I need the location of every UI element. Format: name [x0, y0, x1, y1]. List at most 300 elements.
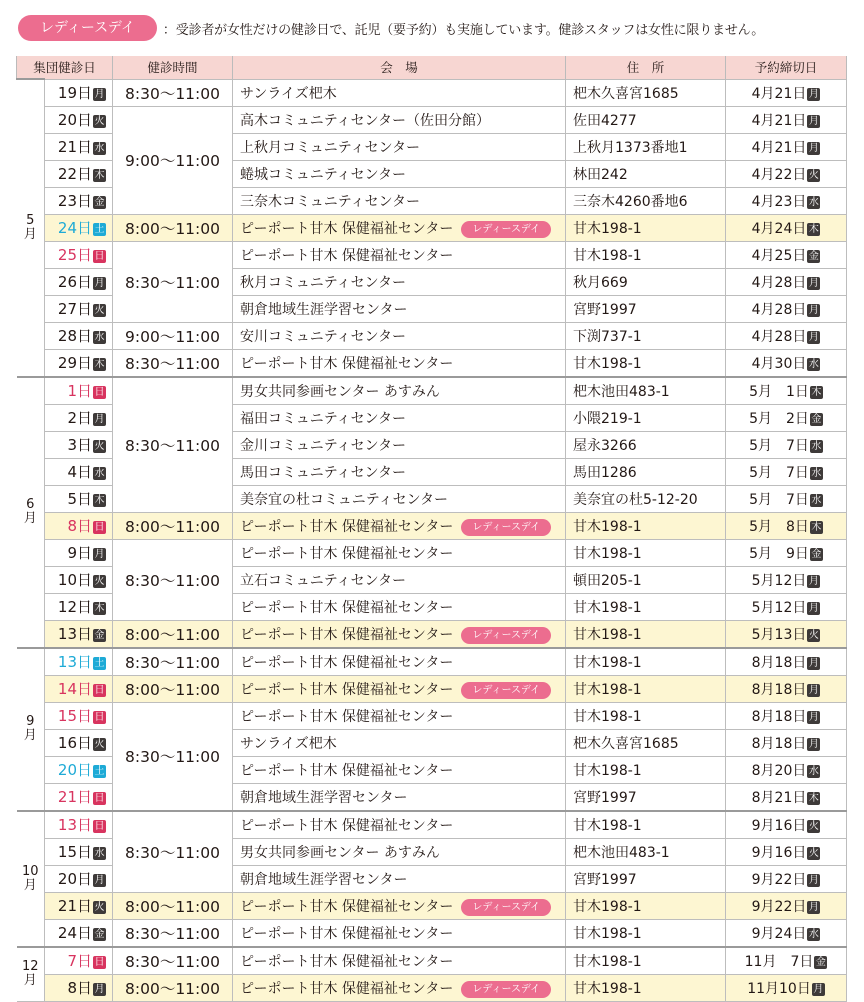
ladies-day-badge: レディースデイ	[461, 899, 551, 916]
date-text: 14日	[57, 680, 93, 698]
weekday-badge: 金	[94, 929, 105, 940]
date-cell	[45, 295, 113, 322]
weekday-badge: 火	[94, 576, 105, 587]
date-cell	[45, 377, 113, 405]
weekday-badge: 水	[94, 468, 105, 479]
venue-name: ピーポート甘木 保健福祉センター	[240, 925, 454, 942]
deadline-weekday-badge: 月	[808, 277, 819, 289]
time-cell: 8:30～11:00	[113, 241, 233, 322]
deadline-cell	[726, 106, 847, 133]
address-cell: 秋月669	[566, 268, 726, 295]
venue-name: ピーポート甘木 保健福祉センター	[240, 626, 454, 643]
deadline-cell	[726, 79, 847, 106]
deadline-cell	[726, 322, 847, 349]
deadline-date: 4月28日	[751, 301, 807, 318]
address-cell: 甘木198-1	[566, 947, 726, 975]
venue-name: ピーポート甘木 保健福祉センター	[240, 762, 454, 779]
deadline-weekday-badge: 水	[808, 928, 819, 940]
deadline-cell	[726, 295, 847, 322]
venue-name: 蜷城コミュニティセンター	[240, 166, 407, 183]
date-cell	[45, 838, 113, 865]
venue-name: ピーポート甘木 保健福祉センター	[240, 355, 454, 372]
date-cell	[45, 783, 113, 811]
venue-cell	[233, 947, 566, 975]
venue-name: 秋月コミュニティセンター	[240, 274, 407, 291]
weekday-badge: 木	[94, 495, 105, 506]
venue-cell	[233, 865, 566, 892]
deadline-cell	[726, 919, 847, 947]
date-text: 27日	[57, 300, 93, 318]
weekday-badge: 月	[94, 89, 105, 100]
table-header-row	[17, 56, 847, 79]
time-cell: 8:30～11:00	[113, 648, 233, 676]
weekday-badge: 木	[94, 603, 105, 614]
deadline-weekday-badge: 金	[811, 548, 822, 560]
date-text: 19日	[57, 84, 93, 102]
venue-cell	[233, 458, 566, 485]
address-cell: 下渕737-1	[566, 322, 726, 349]
venue-cell	[233, 431, 566, 458]
date-text: 24日	[57, 219, 93, 237]
venue-name: ピーポート甘木 保健福祉センター	[240, 953, 454, 970]
venue-cell	[233, 783, 566, 811]
address-cell: 宮野1997	[566, 865, 726, 892]
deadline-date: 4月24日	[751, 220, 807, 237]
month-number: 5	[26, 213, 35, 229]
deadline-weekday-badge: 水	[811, 467, 822, 479]
deadline-cell	[726, 566, 847, 593]
venue-cell	[233, 295, 566, 322]
venue-name: 美奈宜の杜コミュニティセンター	[240, 491, 449, 508]
deadline-weekday-badge: 月	[808, 657, 819, 669]
month-suffix: 月	[23, 728, 37, 743]
weekday-badge: 水	[94, 143, 105, 154]
venue-cell	[233, 729, 566, 756]
venue-cell	[233, 566, 566, 593]
venue-cell	[233, 160, 566, 187]
time-cell: 8:30～11:00	[113, 919, 233, 947]
month-suffix: 月	[23, 226, 37, 242]
date-cell	[45, 241, 113, 268]
deadline-weekday-badge: 月	[813, 983, 824, 995]
deadline-weekday-badge: 月	[808, 575, 819, 587]
time-cell: 8:00～11:00	[113, 974, 233, 1001]
address-cell: 甘木198-1	[566, 811, 726, 839]
date-text: 9日	[67, 544, 93, 562]
time-cell: 8:30～11:00	[113, 702, 233, 811]
venue-cell	[233, 811, 566, 839]
venue-name: 朝倉地域生涯学習センター	[240, 789, 408, 806]
date-cell	[45, 322, 113, 349]
deadline-date: 5月 7日	[749, 437, 809, 454]
date-text: 8日	[67, 979, 93, 997]
venue-name: ピーポート甘木 保健福祉センター	[240, 654, 454, 671]
deadline-weekday-badge: 火	[808, 169, 819, 181]
venue-name: 馬田コミュニティセンター	[240, 464, 407, 481]
venue-cell	[233, 838, 566, 865]
venue-name: 朝倉地域生涯学習センター	[240, 871, 408, 888]
address-cell: 甘木198-1	[566, 974, 726, 1001]
deadline-date: 4月28日	[751, 274, 807, 291]
venue-name: ピーポート甘木 保健福祉センター	[240, 898, 454, 915]
venue-cell	[233, 919, 566, 947]
deadline-cell	[726, 947, 847, 975]
time-cell: 8:30～11:00	[113, 811, 233, 893]
time-cell: 8:00～11:00	[113, 620, 233, 648]
table-row	[17, 241, 847, 268]
month-cell	[17, 79, 45, 377]
month-number: 6	[26, 497, 35, 513]
weekday-badge: 日	[94, 793, 105, 804]
venue-cell	[233, 620, 566, 648]
date-text: 4日	[67, 463, 93, 481]
venue-cell	[233, 593, 566, 620]
weekday-badge: 土	[94, 658, 105, 669]
deadline-weekday-badge: 金	[815, 956, 826, 968]
table-row	[17, 648, 847, 676]
ladies-day-note	[18, 14, 858, 42]
address-cell: 杷木池田483-1	[566, 377, 726, 405]
deadline-date: 8月18日	[751, 735, 807, 752]
table-row	[17, 106, 847, 133]
time-cell: 8:30～11:00	[113, 947, 233, 975]
deadline-date: 4月21日	[751, 139, 807, 156]
month-suffix: 月	[23, 511, 37, 526]
venue-cell	[233, 539, 566, 566]
deadline-weekday-badge: 火	[808, 820, 819, 832]
date-cell	[45, 133, 113, 160]
venue-cell	[233, 675, 566, 702]
month-cell	[17, 377, 45, 648]
date-cell	[45, 593, 113, 620]
address-cell: 甘木198-1	[566, 919, 726, 947]
deadline-date: 5月13日	[751, 626, 807, 643]
weekday-badge: 月	[94, 875, 105, 886]
weekday-badge: 月	[94, 984, 105, 995]
date-cell	[45, 349, 113, 377]
deadline-date: 9月22日	[751, 871, 807, 888]
date-cell	[45, 539, 113, 566]
deadline-cell	[726, 756, 847, 783]
date-text: 22日	[57, 165, 93, 183]
month-suffix: 月	[23, 973, 37, 988]
table-row	[17, 349, 847, 377]
address-cell: 甘木198-1	[566, 349, 726, 377]
date-cell	[45, 160, 113, 187]
deadline-date: 4月23日	[751, 193, 807, 210]
venue-cell	[233, 79, 566, 106]
date-cell	[45, 756, 113, 783]
date-text: 13日	[57, 653, 93, 671]
ladies-day-badge: レディースデイ	[461, 627, 551, 644]
deadline-date: 5月12日	[751, 599, 807, 616]
table-row	[17, 620, 847, 648]
weekday-badge: 日	[94, 821, 105, 832]
date-cell	[45, 268, 113, 295]
date-cell	[45, 675, 113, 702]
date-cell	[45, 892, 113, 919]
address-cell: 三奈木4260番地6	[566, 187, 726, 214]
date-cell	[45, 648, 113, 676]
deadline-cell	[726, 620, 847, 648]
venue-name: ピーポート甘木 保健福祉センター	[240, 545, 454, 562]
month-number: 10	[21, 863, 39, 879]
deadline-weekday-badge: 月	[808, 331, 819, 343]
venue-name: 安川コミュニティセンター	[240, 328, 407, 345]
address-cell: 甘木198-1	[566, 512, 726, 539]
venue-name: ピーポート甘木 保健福祉センター	[240, 220, 454, 237]
date-text: 8日	[67, 517, 93, 535]
weekday-badge: 月	[94, 414, 105, 425]
deadline-weekday-badge: 金	[808, 250, 819, 262]
address-cell: 甘木198-1	[566, 214, 726, 241]
address-cell: 屋永3266	[566, 431, 726, 458]
date-cell	[45, 431, 113, 458]
address-cell: 杷木池田483-1	[566, 838, 726, 865]
date-text: 24日	[57, 924, 93, 942]
venue-name: ピーポート甘木 保健福祉センター	[240, 518, 454, 535]
deadline-date: 8月18日	[751, 708, 807, 725]
weekday-badge: 火	[94, 441, 105, 452]
deadline-date: 9月24日	[751, 925, 807, 942]
deadline-cell	[726, 349, 847, 377]
date-text: 20日	[57, 870, 93, 888]
venue-name: 上秋月コミュニティセンター	[240, 139, 421, 156]
deadline-cell	[726, 431, 847, 458]
venue-name: ピーポート甘木 保健福祉センター	[240, 708, 454, 725]
deadline-weekday-badge: 月	[808, 304, 819, 316]
address-cell: 上秋月1373番地1	[566, 133, 726, 160]
deadline-weekday-badge: 水	[808, 765, 819, 777]
weekday-badge: 水	[94, 332, 105, 343]
venue-name: 男女共同参画センター あすみん	[240, 844, 440, 861]
header-date: 集団健診日	[17, 56, 113, 79]
date-cell	[45, 404, 113, 431]
address-cell: 甘木198-1	[566, 892, 726, 919]
header-address: 住 所	[566, 56, 726, 79]
time-cell: 8:30～11:00	[113, 79, 233, 106]
date-text: 23日	[57, 192, 93, 210]
date-cell	[45, 811, 113, 839]
deadline-cell	[726, 160, 847, 187]
ladies-day-label: レディースデイ	[18, 15, 157, 41]
table-row	[17, 892, 847, 919]
venue-name: ピーポート甘木 保健福祉センター	[240, 817, 454, 834]
weekday-badge: 木	[94, 359, 105, 370]
deadline-date: 8月18日	[751, 681, 807, 698]
ladies-day-description: ：受診者が女性だけの健診日で、託児（要予約）も実施しています。健診スタッフは女性に限りません。	[162, 22, 765, 38]
date-cell	[45, 729, 113, 756]
deadline-weekday-badge: 木	[811, 386, 822, 398]
venue-cell	[233, 133, 566, 160]
address-cell: 美奈宜の杜5-12-20	[566, 485, 726, 512]
venue-name: ピーポート甘木 保健福祉センター	[240, 681, 454, 698]
time-cell: 9:00～11:00	[113, 106, 233, 214]
deadline-date: 5月 2日	[749, 410, 809, 427]
weekday-badge: 日	[94, 522, 105, 533]
date-cell	[45, 702, 113, 729]
deadline-cell	[726, 892, 847, 919]
deadline-weekday-badge: 月	[808, 711, 819, 723]
address-cell: 甘木198-1	[566, 648, 726, 676]
date-cell	[45, 79, 113, 106]
date-text: 26日	[57, 273, 93, 291]
deadline-cell	[726, 974, 847, 1001]
address-cell: 小隈219-1	[566, 404, 726, 431]
deadline-cell	[726, 783, 847, 811]
deadline-weekday-badge: 木	[808, 792, 819, 804]
header-venue: 会 場	[233, 56, 566, 79]
address-cell: 甘木198-1	[566, 620, 726, 648]
weekday-badge: 日	[94, 251, 105, 262]
ladies-day-badge: レディースデイ	[461, 682, 551, 699]
venue-cell	[233, 756, 566, 783]
deadline-date: 5月 8日	[749, 518, 809, 535]
time-cell: 8:30～11:00	[113, 377, 233, 513]
weekday-badge: 水	[94, 848, 105, 859]
date-cell	[45, 485, 113, 512]
address-cell: 甘木198-1	[566, 702, 726, 729]
deadline-weekday-badge: 月	[808, 142, 819, 154]
deadline-weekday-badge: 水	[811, 494, 822, 506]
venue-cell	[233, 974, 566, 1001]
weekday-badge: 月	[94, 549, 105, 560]
weekday-badge: 火	[94, 305, 105, 316]
deadline-cell	[726, 729, 847, 756]
deadline-cell	[726, 702, 847, 729]
venue-name: サンライズ杷木	[240, 735, 337, 752]
address-cell: 宮野1997	[566, 295, 726, 322]
date-cell	[45, 947, 113, 975]
venue-cell	[233, 106, 566, 133]
deadline-cell	[726, 512, 847, 539]
venue-name: 立石コミュニティセンター	[240, 572, 407, 589]
address-cell: 頓田205-1	[566, 566, 726, 593]
deadline-date: 4月30日	[751, 355, 807, 372]
date-cell	[45, 458, 113, 485]
deadline-weekday-badge: 月	[808, 738, 819, 750]
deadline-cell	[726, 593, 847, 620]
deadline-cell	[726, 648, 847, 676]
time-cell: 8:00～11:00	[113, 892, 233, 919]
date-text: 25日	[57, 246, 93, 264]
deadline-date: 4月22日	[751, 166, 807, 183]
address-cell: 甘木198-1	[566, 593, 726, 620]
address-cell: 杷木久喜宮1685	[566, 79, 726, 106]
venue-cell	[233, 349, 566, 377]
ladies-day-badge: レディースデイ	[461, 519, 551, 536]
venue-cell	[233, 187, 566, 214]
deadline-weekday-badge: 水	[808, 196, 819, 208]
time-cell: 8:00～11:00	[113, 675, 233, 702]
time-cell: 8:30～11:00	[113, 539, 233, 620]
weekday-badge: 木	[94, 170, 105, 181]
header-deadline: 予約締切日	[726, 56, 847, 79]
weekday-badge: 日	[94, 712, 105, 723]
date-cell	[45, 919, 113, 947]
deadline-weekday-badge: 金	[811, 413, 822, 425]
venue-cell	[233, 404, 566, 431]
deadline-date: 9月16日	[751, 844, 807, 861]
time-cell: 9:00～11:00	[113, 322, 233, 349]
weekday-badge: 火	[94, 902, 105, 913]
month-number: 12	[21, 959, 39, 975]
deadline-date: 5月12日	[751, 572, 807, 589]
ladies-day-badge: レディースデイ	[461, 981, 551, 998]
month-cell	[17, 811, 45, 947]
venue-cell	[233, 241, 566, 268]
table-row	[17, 974, 847, 1001]
deadline-weekday-badge: 月	[808, 874, 819, 886]
deadline-cell	[726, 675, 847, 702]
address-cell: 馬田1286	[566, 458, 726, 485]
deadline-date: 11月10日	[747, 980, 811, 997]
deadline-weekday-badge: 月	[808, 684, 819, 696]
weekday-badge: 日	[94, 387, 105, 398]
deadline-date: 11月 7日	[744, 953, 814, 970]
deadline-date: 8月21日	[751, 789, 807, 806]
address-cell: 宮野1997	[566, 783, 726, 811]
table-row	[17, 539, 847, 566]
date-text: 15日	[57, 707, 93, 725]
venue-cell	[233, 702, 566, 729]
deadline-weekday-badge: 月	[808, 88, 819, 100]
weekday-badge: 金	[94, 630, 105, 641]
deadline-cell	[726, 458, 847, 485]
date-text: 21日	[57, 897, 93, 915]
venue-cell	[233, 485, 566, 512]
date-text: 3日	[67, 436, 93, 454]
date-text: 13日	[57, 816, 93, 834]
address-cell: 甘木198-1	[566, 675, 726, 702]
table-row	[17, 811, 847, 839]
date-text: 21日	[57, 788, 93, 806]
date-text: 15日	[57, 843, 93, 861]
venue-cell	[233, 214, 566, 241]
deadline-weekday-badge: 月	[808, 901, 819, 913]
address-cell: 佐田4277	[566, 106, 726, 133]
deadline-date: 4月21日	[751, 85, 807, 102]
deadline-weekday-badge: 月	[808, 602, 819, 614]
time-cell: 8:00～11:00	[113, 512, 233, 539]
ladies-day-badge: レディースデイ	[461, 221, 551, 238]
weekday-badge: 土	[94, 224, 105, 235]
table-row	[17, 947, 847, 975]
health-checkup-schedule-table	[16, 56, 847, 1002]
venue-cell	[233, 512, 566, 539]
time-cell: 8:00～11:00	[113, 214, 233, 241]
date-text: 16日	[57, 734, 93, 752]
deadline-cell	[726, 404, 847, 431]
deadline-date: 8月18日	[751, 654, 807, 671]
deadline-cell	[726, 268, 847, 295]
venue-cell	[233, 268, 566, 295]
date-text: 28日	[57, 327, 93, 345]
address-cell: 杷木久喜宮1685	[566, 729, 726, 756]
venue-name: 福田コミュニティセンター	[240, 410, 407, 427]
date-cell	[45, 187, 113, 214]
month-cell	[17, 648, 45, 811]
table-row	[17, 214, 847, 241]
venue-name: ピーポート甘木 保健福祉センター	[240, 247, 454, 264]
deadline-weekday-badge: 木	[808, 223, 819, 235]
deadline-cell	[726, 241, 847, 268]
deadline-date: 9月22日	[751, 898, 807, 915]
weekday-badge: 日	[94, 685, 105, 696]
weekday-badge: 土	[94, 766, 105, 777]
header-time: 健診時間	[113, 56, 233, 79]
deadline-date: 5月 7日	[749, 491, 809, 508]
